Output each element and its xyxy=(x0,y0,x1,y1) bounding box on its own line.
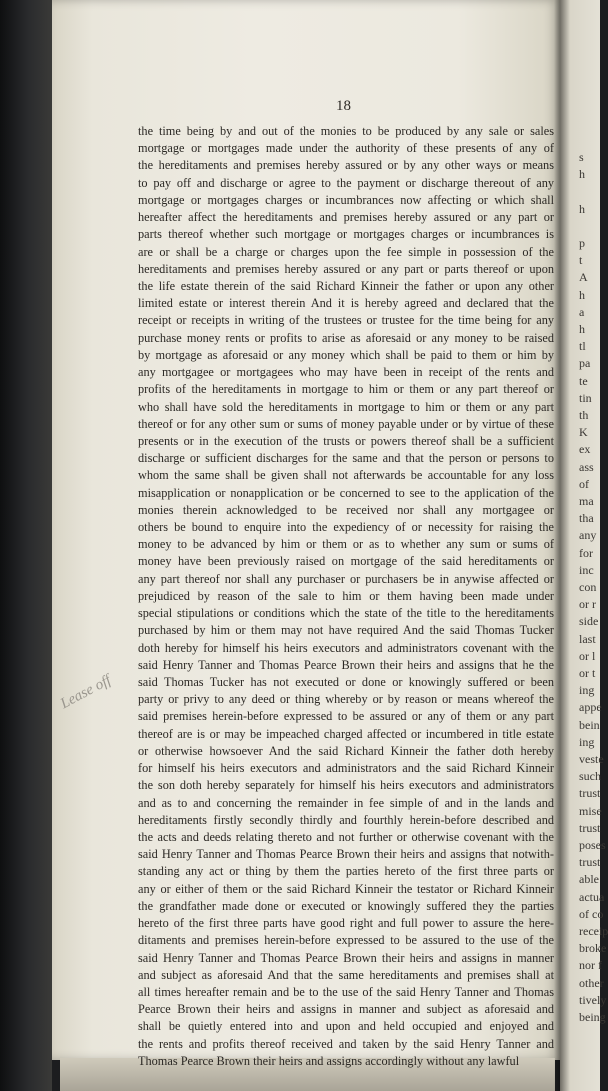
adjacent-page-fragment: of co xyxy=(579,906,604,921)
text-line: hereto of the first three parts have good right and full power to assure the here- xyxy=(138,916,554,931)
text-line: the acts and deeds relating thereto and not further or otherwise covenant with the xyxy=(138,829,554,844)
text-line: limited estate or interest therein And it is hereby agreed and declared that the xyxy=(138,296,554,311)
adjacent-page-fragment: con xyxy=(579,580,597,594)
adjacent-page-fragment: of xyxy=(579,476,589,491)
adjacent-page-fragment: th xyxy=(579,408,589,422)
text-line: and as to and concerning the remainder in fee simple of and in the lands and xyxy=(138,795,554,810)
text-line: said Henry Tanner and Thomas Pearce Brown their heirs and assigns that he the xyxy=(138,657,554,672)
text-line: the time being by and out of the monies to be produced by any sale or sales xyxy=(138,124,554,138)
adjacent-page-fragment: nor f xyxy=(579,958,602,973)
adjacent-page-fragment: veste xyxy=(579,752,604,766)
text-line: hereditaments and premises hereby assured or any part or parts thereof or upon xyxy=(138,261,554,276)
adjacent-page-fragment: a xyxy=(579,304,585,319)
text-line: Thomas Pearce Brown their heirs and assigns accordingly without any lawful xyxy=(138,1053,520,1068)
adjacent-page-fragment: being xyxy=(579,1010,606,1024)
adjacent-page-fragment: or r xyxy=(579,597,596,612)
text-line: purchased by him or them may not have required And the said Thomas Tucker xyxy=(138,623,554,638)
text-line: presents or in the execution of the trusts or powers thereof shall be a sufficient xyxy=(138,433,554,448)
text-line: special stipulations or conditions which the state of the title to the hereditaments xyxy=(138,606,554,621)
text-line: receipt or receipts in writing of the trustees or trustee for the time being for any xyxy=(138,313,554,328)
adjacent-page-fragment: any xyxy=(579,528,597,543)
text-line: the son doth hereby separately for himself his heirs executors and administrators xyxy=(138,778,554,793)
adjacent-page-fragment: tively xyxy=(579,992,607,1007)
adjacent-page-fragment: pa xyxy=(579,356,591,371)
adjacent-page-fragment: p xyxy=(579,236,585,250)
adjacent-page-fragment: trust xyxy=(579,820,601,835)
adjacent-page-fragment: K xyxy=(579,425,588,440)
body-text xyxy=(138,123,554,1070)
adjacent-page-fragment: inc xyxy=(579,562,594,577)
text-line: discharge or sufficient discharges for the same and that the person or persons to xyxy=(138,451,554,466)
binding-edge xyxy=(0,0,52,1091)
text-line: hereafter affect the hereditaments and premises hereby assured or any part or xyxy=(138,210,554,225)
adjacent-page-fragment: side xyxy=(579,614,599,629)
margin-annotation: Lease off xyxy=(58,672,114,713)
adjacent-page-fragment: t xyxy=(579,253,583,268)
text-line: monies therein acknowledged to be received nor shall any mortgagee or xyxy=(138,502,554,517)
page-number: 18 xyxy=(336,98,351,114)
adjacent-page-edge xyxy=(560,0,608,1091)
adjacent-page-fragment: h xyxy=(579,167,585,182)
text-line: others be bound to enquire into the expediency of or necessity for raising the xyxy=(138,520,554,535)
text-line: parts thereof whether such mortgage or mortgages charges or incumbrances is xyxy=(138,227,554,242)
adjacent-page-fragment: appe xyxy=(579,700,602,715)
text-line: any part thereof nor shall any purchaser or purchasers be in anywise affected or xyxy=(138,571,554,586)
text-line: all times hereafter remain and be to the use of the said Henry Tanner and Thomas xyxy=(138,984,554,999)
text-line: by mortgage as aforesaid or any money which shall be paid to them or him by xyxy=(138,347,554,362)
text-line: money have been previously raised on mortgage of the said hereditaments or xyxy=(138,554,554,569)
adjacent-page-fragment: or t xyxy=(579,666,596,680)
text-line: and subject as aforesaid And that the same hereditaments and premises shall at xyxy=(138,967,554,982)
text-line: prejudiced by reason of the sale to him or them having been made under xyxy=(138,588,554,603)
adjacent-page-fragment: ex xyxy=(579,442,591,457)
adjacent-page-fragment: h xyxy=(579,201,585,216)
adjacent-page-fragment: tin xyxy=(579,390,592,405)
text-line: hereditaments firstly secondly thirdly and fourthly herein-before described and xyxy=(138,812,554,827)
adjacent-page-fragment: bein xyxy=(579,717,600,732)
text-line: purchase money rents or profits to arise as aforesaid or any money to be raised xyxy=(138,330,554,345)
text-line: ditaments and premises herein-before expressed to be assured to the use of the xyxy=(138,933,554,948)
adjacent-page-fragment: ing xyxy=(579,734,595,749)
text-line: misapplication or nonapplication or be concerned to see to the application of the xyxy=(138,485,554,500)
text-line: profits of the hereditaments in mortgage to him or them or any part thereof or xyxy=(138,382,554,397)
adjacent-page-fragment: ing xyxy=(579,683,595,698)
text-line: for himself his heirs executors and administrators and the said Richard Kinneir xyxy=(138,761,554,776)
adjacent-page-fragment: trust xyxy=(579,855,601,870)
adjacent-page-fragment: last xyxy=(579,631,596,646)
adjacent-page-fragment: ma xyxy=(579,494,594,508)
adjacent-page-fragment: broke xyxy=(579,941,607,956)
text-line: said Henry Tanner and Thomas Pearce Brown their heirs and assigns that notwith- xyxy=(138,847,554,862)
adjacent-page-fragment: for xyxy=(579,545,593,560)
text-line: doth hereby for himself his heirs executors and administrators covenant with the xyxy=(138,640,554,655)
text-line: the hereditaments and premises hereby assured or by any other ways or means xyxy=(138,158,554,173)
adjacent-page-fragment: receip xyxy=(579,924,608,938)
adjacent-page-fragment: or l xyxy=(579,648,596,663)
adjacent-page-fragment: h xyxy=(579,287,585,302)
text-line: said Henry Tanner and Thomas Pearce Brown their heirs and assigns in manner xyxy=(138,950,554,965)
adjacent-page-fragment: te xyxy=(579,373,588,388)
text-line: whom the same shall be given shall not afterwards be accountable for any loss xyxy=(138,468,554,483)
text-line: money to be advanced by him or them or as to whether any sum or sums of xyxy=(138,537,554,552)
adjacent-page-fragment: tl xyxy=(579,339,586,354)
text-line: standing any act or thing by them the parties hereto of the first three parts or xyxy=(138,864,554,879)
adjacent-page-fragment: A xyxy=(579,270,588,285)
text-line: said premises herein-before expressed to be assured or any of them or any part xyxy=(138,709,554,724)
text-line: are or shall be a charge or charges upon the fee simple in possession of the xyxy=(138,244,554,259)
text-line: any mortgagee or mortgagees who may have been in receipt of the rents and xyxy=(138,365,554,380)
text-line: the rents and profits thereof received and taken by the said Henry Tanner and xyxy=(138,1036,554,1051)
text-line: thereof or for any other sum or sums of money payable under or by virtue of these xyxy=(138,416,554,431)
adjacent-page-fragment: tha xyxy=(579,511,594,526)
text-line: said Thomas Tucker has not executed or done or knowingly suffered or been xyxy=(138,675,554,689)
adjacent-page-fragment: mise xyxy=(579,803,602,818)
text-line: shall be quietly entered into and upon and held occupied and enjoyed and xyxy=(138,1019,554,1034)
text-line: party or privy to any deed or thing whereby or by reason or means whereof the xyxy=(138,692,554,707)
adjacent-page-fragment: poses xyxy=(579,838,606,852)
text-line: to pay off and discharge or agree to the payment or discharge thereout of any xyxy=(138,175,554,190)
text-line: thereof are is or may be impeached charged affected or incumbered in title estate xyxy=(138,726,554,741)
adjacent-page-fragment: other xyxy=(579,975,604,990)
adjacent-page-fragment: able xyxy=(579,872,599,887)
text-line: any or either of them or the said Richard Kinneir the testator or Richard Kinneir xyxy=(138,881,554,896)
text-line: who shall have sold the hereditaments in mortgage to him or them or any part xyxy=(138,399,554,414)
adjacent-page-fragment: trust xyxy=(579,786,601,801)
text-line: the life estate therein of the said Richard Kinneir the father or upon any other xyxy=(138,278,554,293)
adjacent-page-fragment: such xyxy=(579,769,601,784)
text-line: the grandfather made done or executed or knowingly suffered they the parties xyxy=(138,898,554,913)
text-line: mortgage or mortgages made under the authority of these presents of any of xyxy=(138,141,554,156)
adjacent-page-fragment: h xyxy=(579,322,585,336)
text-line: Pearce Brown their heirs and assigns in manner and subject as aforesaid and xyxy=(138,1002,554,1017)
text-line: or otherwise howsoever And the said Richard Kinneir the father doth hereby xyxy=(138,743,554,758)
adjacent-page-fragment: s xyxy=(579,150,584,164)
text-line: mortgage or mortgages charges or incumbrances now affecting or which shall xyxy=(138,192,554,207)
adjacent-page-fragment: ass xyxy=(579,459,594,474)
adjacent-page-fragment: actua xyxy=(579,889,605,904)
